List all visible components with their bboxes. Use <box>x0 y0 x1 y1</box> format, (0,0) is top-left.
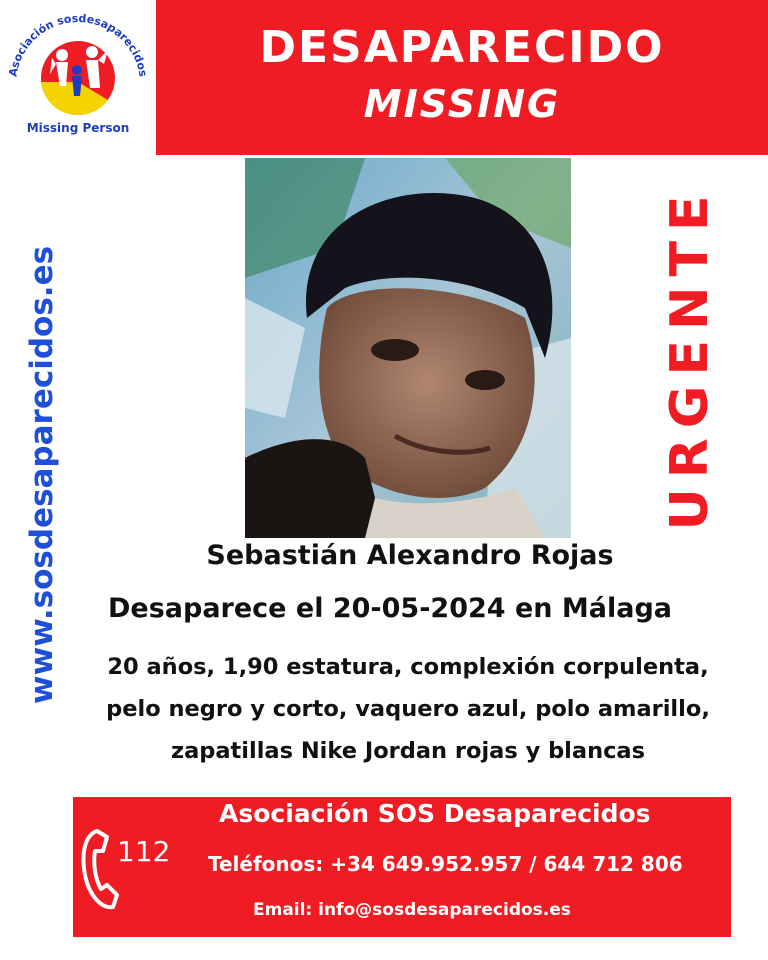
website-url[interactable]: www.sosdesaparecidos.es <box>24 245 60 705</box>
disappearance-info: Desaparece el 20-05-2024 en Málaga <box>107 593 673 624</box>
logo-emblem <box>0 0 156 156</box>
header-subtitle: MISSING <box>363 82 561 126</box>
association-logo <box>0 0 156 156</box>
header-banner <box>156 0 768 155</box>
logo-caption: Missing Person <box>26 121 130 135</box>
description-line: 20 años, 1,90 estatura, complexión corpulenta, <box>107 654 709 680</box>
person-name: Sebastián Alexandro Rojas <box>206 540 614 571</box>
person-description <box>78 646 738 772</box>
missing-person-photo <box>245 158 571 538</box>
organization-name: Asociación SOS Desaparecidos <box>219 799 651 828</box>
emergency-number[interactable]: 112 <box>117 835 171 868</box>
contact-box <box>73 797 731 937</box>
phone-numbers[interactable]: Teléfonos: +34 649.952.957 / 644 712 806 <box>208 852 683 876</box>
description-line: zapatillas Nike Jordan rojas y blancas <box>170 738 646 764</box>
urgent-label: URGENTE <box>660 185 720 531</box>
header-title: DESAPARECIDO <box>259 22 665 73</box>
contact-email[interactable]: Email: info@sosdesaparecidos.es <box>253 900 571 920</box>
logo-arc-text: Asociación sosdesaparecidos <box>6 11 150 78</box>
description-line: pelo negro y corto, vaquero azul, polo amarillo, <box>106 696 710 722</box>
